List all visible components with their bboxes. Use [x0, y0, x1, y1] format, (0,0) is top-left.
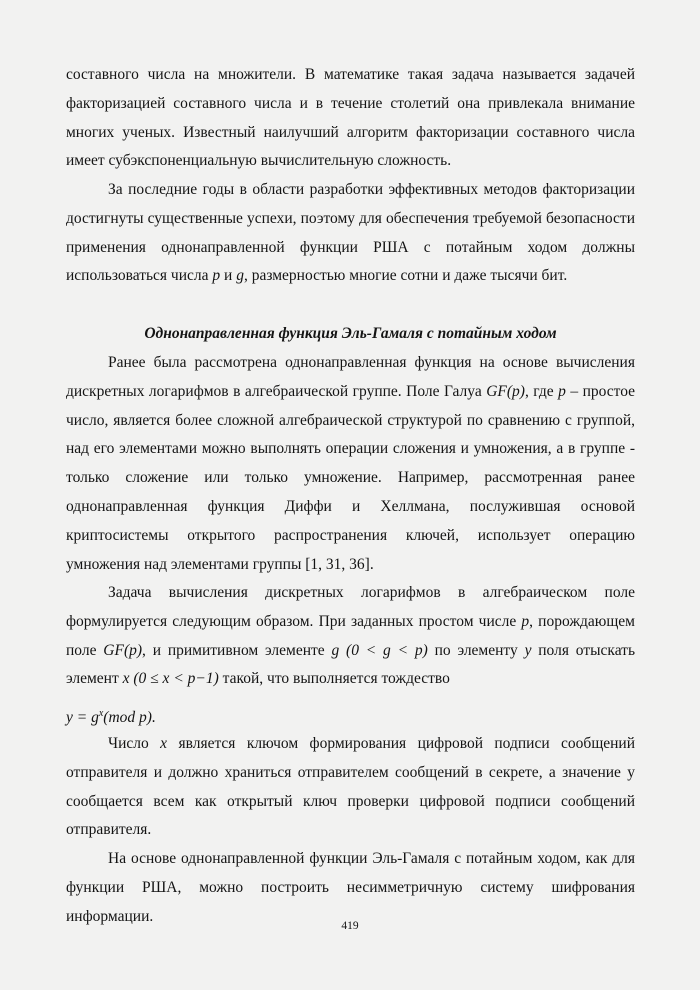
- paragraph-private-key: Число x является ключом формирования цифровой подписи сообщений отправителя и должно храниться отправителем сообщений в секрете, а значение y сообщается всем как открытый ключ проверки цифровой подписи сообщений отправителя.: [66, 735, 636, 839]
- paragraph-factorization: составного числа на множители. В математике такая задача называется задачей факторизацией составного числа и в течение столетий она привлекала внимание многих ученых. Известный наилучший алгоритм факторизации составного числа имеет субэкспоненциальную вычислительную сложность.: [66, 66, 635, 170]
- page-number: 419: [341, 920, 359, 932]
- paragraph-asymmetric: На основе однонаправленной функции Эль-Гамаля с потайным ходом, как для функции РША, можно построить несимметричную систему шифрования информации.: [66, 850, 635, 925]
- formula-identity: $y = g^x(mod$ p).: [66, 708, 156, 727]
- paragraph-galois-field: Ранее была рассмотрена однонаправленная функция на основе вычисления дискретных логарифмов в алгебраической группе. Поле Галуа GF(p), где p – простое число, является более сложной алгебраической структурой по сравнению с группой, над его элементами можно выполнять операции сложения и умножения, а в группе - только сложение или только умножение. Например, рассмотренная ранее однонаправленная функция Диффи и Хеллмана, послужившая основой криптосистемы открытого распространения ключей, использует операцию умножения над элементами группы [1, 31, 36].: [66, 354, 636, 573]
- paragraph-security: За последние годы в области разработки эффективных методов факторизации достигнуты существенные успехи, поэтому для обеспечения требуемой безопасности применения однонаправленной функции РША с потайным ходом должны использоваться числа p и g, размерностью многие сотни и даже тысячи бит.: [66, 181, 635, 285]
- paragraph-discrete-log: Задача вычисления дискретных логарифмов в алгебраическом поле формулируется следующим образом. При заданных простом числе p, порождающем поле GF(p), и примитивном элементе g (0 < g < p) по элементу y поля отыскать элемент x (0 ≤ x < p−1) такой, что выполняется тождество: [66, 584, 636, 688]
- section-heading: Однонаправленная функция Эль-Гамаля с потайным ходом: [144, 325, 557, 342]
